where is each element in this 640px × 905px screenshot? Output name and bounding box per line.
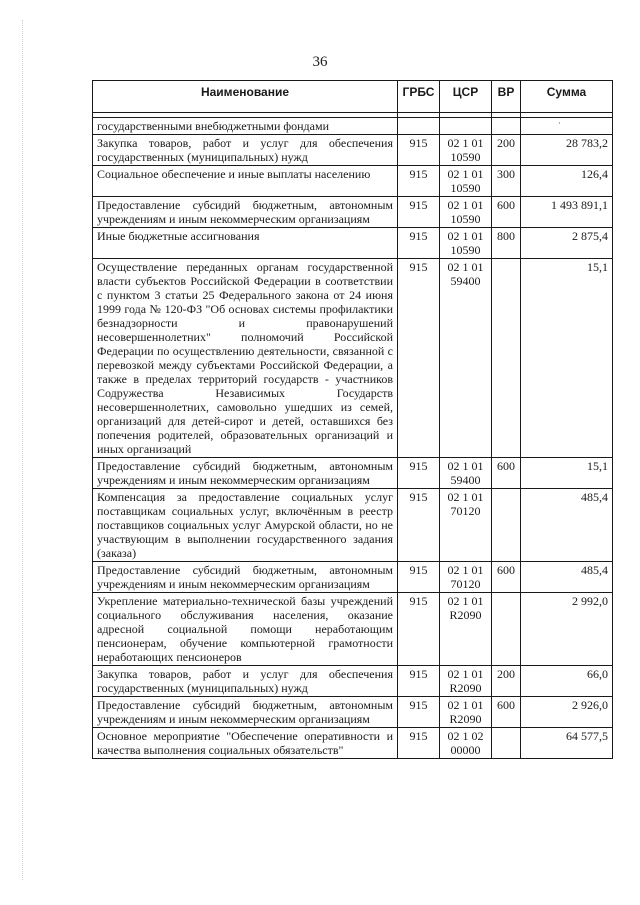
cell-grbs: 915	[398, 562, 440, 593]
scan-mark: ·	[558, 118, 561, 128]
cell-vr: 600	[492, 562, 521, 593]
cell-sum: 2 926,0	[521, 697, 613, 728]
cell-vr: 200	[492, 666, 521, 697]
cell-csr: 02 1 01 10590	[440, 197, 492, 228]
cell-name: Основное мероприятие "Обеспечение оперативности и качества выполнения социальных обязательств"	[93, 728, 398, 759]
cell-sum	[521, 118, 613, 135]
cell-csr: 02 1 01 R2090	[440, 697, 492, 728]
cell-csr: 02 1 01 R2090	[440, 593, 492, 666]
cell-vr	[492, 118, 521, 135]
header-vr: ВР	[492, 81, 521, 113]
table-header-row	[93, 81, 613, 113]
cell-grbs: 915	[398, 697, 440, 728]
cell-sum: 1 493 891,1	[521, 197, 613, 228]
cell-name: Предоставление субсидий бюджетным, автономным учреждениям и иным некоммерческим организациям	[93, 197, 398, 228]
cell-sum: 66,0	[521, 666, 613, 697]
cell-csr: 02 1 01 70120	[440, 489, 492, 562]
cell-vr: 600	[492, 697, 521, 728]
cell-name: Осуществление переданных органам государственной власти субъектов Российской Федерации в соответствии с пунктом 3 статьи 25 Федерального закона от 24 июня 1999 года № 120-ФЗ "Об основах системы профилактики безнадзорности и правонарушений несовершеннолетних" полномочий Российской Федерации по осуществлению деятельности, связанной с перевозкой между субъектами Российской Федерации, а также в пределах территорий государств - участников Содружества Независимых Государств несовершеннолетних, самовольно ушедших из семей, организаций для детей-сирот и детей, оставшихся без попечения родителей, образовательных организаций и иных организаций	[93, 259, 398, 458]
cell-csr: 02 1 01 10590	[440, 135, 492, 166]
page-number: 36	[312, 54, 328, 70]
cell-grbs: 915	[398, 593, 440, 666]
header-grbs: ГРБС	[398, 81, 440, 113]
cell-name: Иные бюджетные ассигнования	[93, 228, 398, 259]
cell-sum: 485,4	[521, 562, 613, 593]
cell-grbs: 915	[398, 458, 440, 489]
table-row	[93, 118, 613, 135]
cell-vr: 300	[492, 166, 521, 197]
table-row	[93, 697, 613, 728]
cell-name: Предоставление субсидий бюджетным, автономным учреждениям и иным некоммерческим организациям	[93, 697, 398, 728]
cell-vr: 600	[492, 458, 521, 489]
cell-vr	[492, 593, 521, 666]
cell-csr: 02 1 01 59400	[440, 458, 492, 489]
cell-csr: 02 1 01 R2090	[440, 666, 492, 697]
cell-name: государственными внебюджетными фондами	[93, 118, 398, 135]
cell-csr: 02 1 01 59400	[440, 259, 492, 458]
cell-csr: 02 1 02 00000	[440, 728, 492, 759]
cell-vr	[492, 728, 521, 759]
cell-name: Социальное обеспечение и иные выплаты населению	[93, 166, 398, 197]
cell-sum: 28 783,2	[521, 135, 613, 166]
table-row	[93, 135, 613, 166]
header-sum: Сумма	[521, 81, 613, 113]
cell-name: Укрепление материально-технической базы учреждений социального обслуживания населения, оказание адресной социальной помощи неработающим пенсионерам, обучение компьютерной грамотности неработающих пенсионеров	[93, 593, 398, 666]
table-row	[93, 458, 613, 489]
cell-name: Предоставление субсидий бюджетным, автономным учреждениям и иным некоммерческим организациям	[93, 458, 398, 489]
cell-vr	[492, 259, 521, 458]
budget-table	[92, 80, 613, 759]
cell-csr: 02 1 01 10590	[440, 166, 492, 197]
table-row	[93, 489, 613, 562]
cell-grbs: 915	[398, 197, 440, 228]
cell-grbs: 915	[398, 666, 440, 697]
table-row	[93, 562, 613, 593]
cell-grbs: 915	[398, 166, 440, 197]
table-row	[93, 197, 613, 228]
cell-sum: 2 875,4	[521, 228, 613, 259]
cell-grbs: 915	[398, 228, 440, 259]
cell-name: Предоставление субсидий бюджетным, автономным учреждениям и иным некоммерческим организациям	[93, 562, 398, 593]
cell-vr: 200	[492, 135, 521, 166]
cell-vr: 800	[492, 228, 521, 259]
cell-name: Компенсация за предоставление социальных услуг поставщикам социальных услуг, включённым в реестр поставщиков социальных услуг Амурской области, но не участвующим в выполнении государственного задания (заказа)	[93, 489, 398, 562]
table-row	[93, 259, 613, 458]
cell-grbs: 915	[398, 135, 440, 166]
scan-fold-line	[22, 20, 24, 880]
cell-sum: 64 577,5	[521, 728, 613, 759]
cell-grbs: 915	[398, 728, 440, 759]
cell-vr	[492, 489, 521, 562]
cell-csr: 02 1 01 70120	[440, 562, 492, 593]
table-row	[93, 728, 613, 759]
cell-sum: 485,4	[521, 489, 613, 562]
header-csr: ЦСР	[440, 81, 492, 113]
table-body	[93, 118, 613, 759]
cell-grbs: 915	[398, 489, 440, 562]
cell-name: Закупка товаров, работ и услуг для обеспечения государственных (муниципальных) нужд	[93, 135, 398, 166]
cell-grbs	[398, 118, 440, 135]
cell-sum: 15,1	[521, 458, 613, 489]
cell-sum: 15,1	[521, 259, 613, 458]
cell-name: Закупка товаров, работ и услуг для обеспечения государственных (муниципальных) нужд	[93, 666, 398, 697]
table-row	[93, 666, 613, 697]
table-row	[93, 593, 613, 666]
header-name: Наименование	[93, 81, 398, 113]
cell-sum: 2 992,0	[521, 593, 613, 666]
cell-vr: 600	[492, 197, 521, 228]
cell-sum: 126,4	[521, 166, 613, 197]
cell-csr	[440, 118, 492, 135]
cell-csr: 02 1 01 10590	[440, 228, 492, 259]
cell-grbs: 915	[398, 259, 440, 458]
table-row	[93, 166, 613, 197]
table-row	[93, 228, 613, 259]
